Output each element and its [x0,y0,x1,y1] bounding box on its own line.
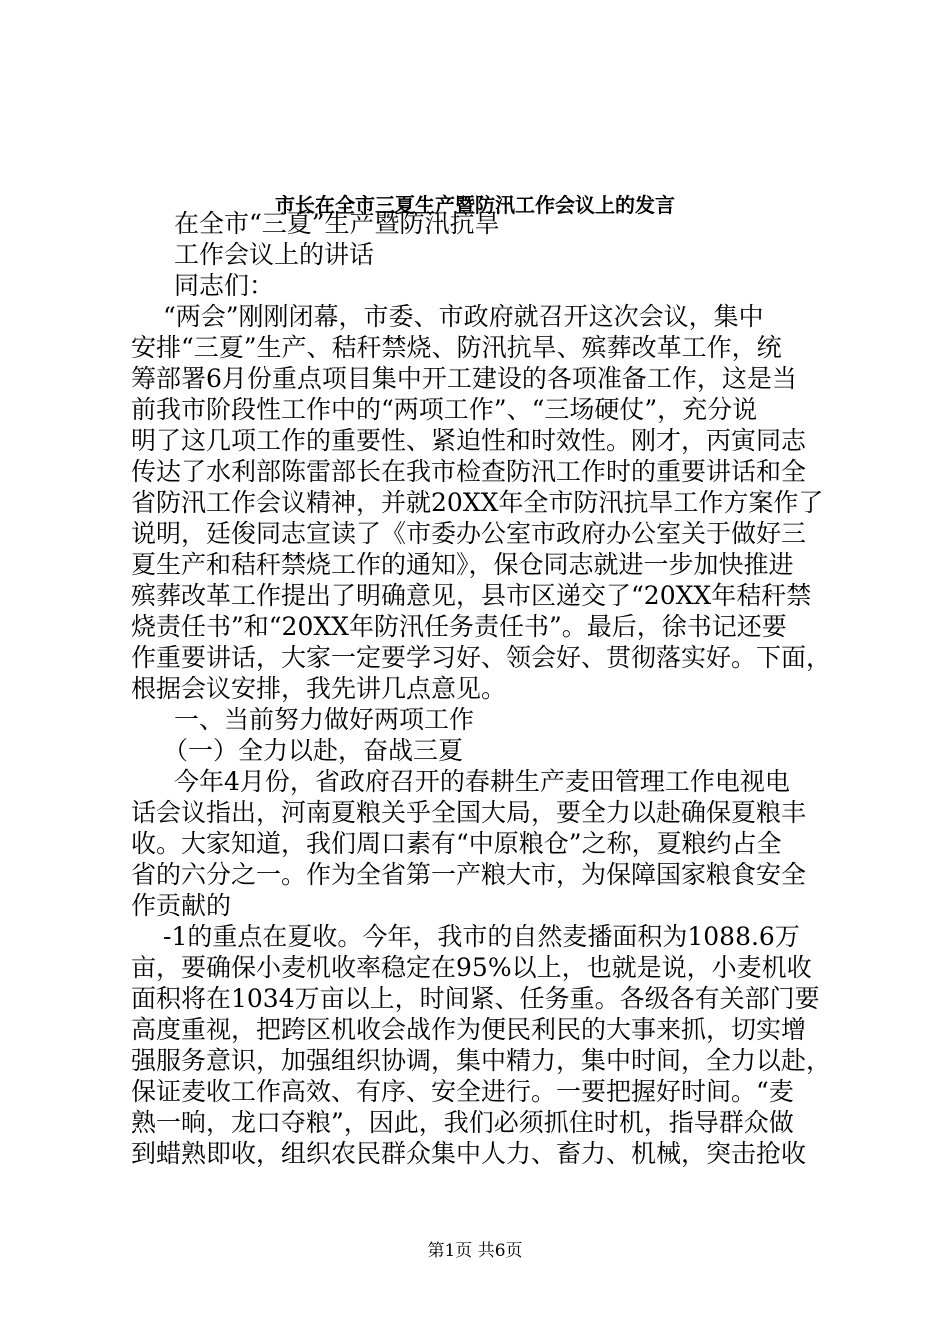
paragraph-line: 高度重视，把跨区机收会战作为便民利民的大事来抓，切实增 [131,1015,807,1044]
paragraph-line: 熟一晌，龙口夺粮”，因此，我们必须抓住时机，指导群众做 [131,1108,794,1137]
paragraph-line: 殡葬改革工作提出了明确意见，县市区递交了“20XX年秸秆禁 [131,581,812,610]
paragraph-line: 省的六分之一。作为全省第一产粮大市，为保障国家粮食安全 [131,860,807,889]
subtitle-line-2: 工作会议上的讲话 [174,240,375,269]
page-footer: 第1页 共6页 [427,1241,523,1261]
paragraph-line: 作重要讲话，大家一定要学习好、领会好、贯彻落实好。下面， [131,643,832,672]
document-body [131,208,831,1169]
subtitle-line-1: 在全市“三夏”生产暨防汛抗旱 [174,209,500,238]
paragraph-line: 收。大家知道，我们周口素有“中原粮仓”之称，夏粮约占全 [131,829,782,858]
paragraph-line: 烧责任书”和“20XX年防汛任务责任书”。最后，徐书记还要 [131,612,787,641]
paragraph-line: 明了这几项工作的重要性、紧迫性和时效性。刚才，丙寅同志 [131,426,807,455]
paragraph-line: 亩，要确保小麦机收率稳定在95%以上，也就是说，小麦机收 [131,953,812,982]
paragraph-line: 面积将在1034万亩以上，时间紧、任务重。各级各有关部门要 [131,984,820,1013]
paragraph-line: 传达了水利部陈雷部长在我市检查防汛工作时的重要讲话和全 [131,457,807,486]
paragraph-line: 说明，廷俊同志宣读了《市委办公室市政府办公室关于做好三 [131,519,807,548]
paragraph-line: 话会议指出，河南夏粮关乎全国大局，要全力以赴确保夏粮丰 [131,798,807,827]
paragraph-line: 今年4月份，省政府召开的春耕生产麦田管理工作电视电 [174,767,790,796]
document-title: 市长在全市三夏生产暨防汛工作会议上的发言 [275,193,675,217]
paragraph-line: 安排“三夏”生产、秸秆禁烧、防汛抗旱、殡葬改革工作，统 [131,333,782,362]
subsection-heading: （一）全力以赴，奋战三夏 [163,736,464,765]
paragraph-line: 到蜡熟即收，组织农民群众集中人力、畜力、机械，突击抢收 [131,1139,807,1168]
paragraph-line: 根据会议安排，我先讲几点意见。 [131,674,507,703]
paragraph-line: 保证麦收工作高效、有序、安全进行。一要把握好时间。“麦 [131,1077,794,1106]
paragraph-line: 作贡献的 [131,891,232,920]
salutation: 同志们： [174,271,275,300]
paragraph-line: “两会”刚刚闭幕，市委、市政府就召开这次会议，集中 [163,302,764,331]
paragraph-line: 夏生产和秸秆禁烧工作的通知》，保仓同志就进一步加快推进 [131,550,794,579]
section-heading: 一、当前努力做好两项工作 [174,705,475,734]
paragraph-line: 前我市阶段性工作中的“两项工作”、“三场硬仗”，充分说 [131,395,758,424]
paragraph-line: 强服务意识，加强组织协调，集中精力，集中时间，全力以赴， [131,1046,832,1075]
paragraph-line: 省防汛工作会议精神，并就20XX年全市防汛抗旱工作方案作了 [131,488,824,517]
paragraph-line: 筹部署6月份重点项目集中开工建设的各项准备工作，这是当 [131,364,797,393]
paragraph-line: -1的重点在夏收。今年，我市的自然麦播面积为1088.6万 [163,922,800,951]
